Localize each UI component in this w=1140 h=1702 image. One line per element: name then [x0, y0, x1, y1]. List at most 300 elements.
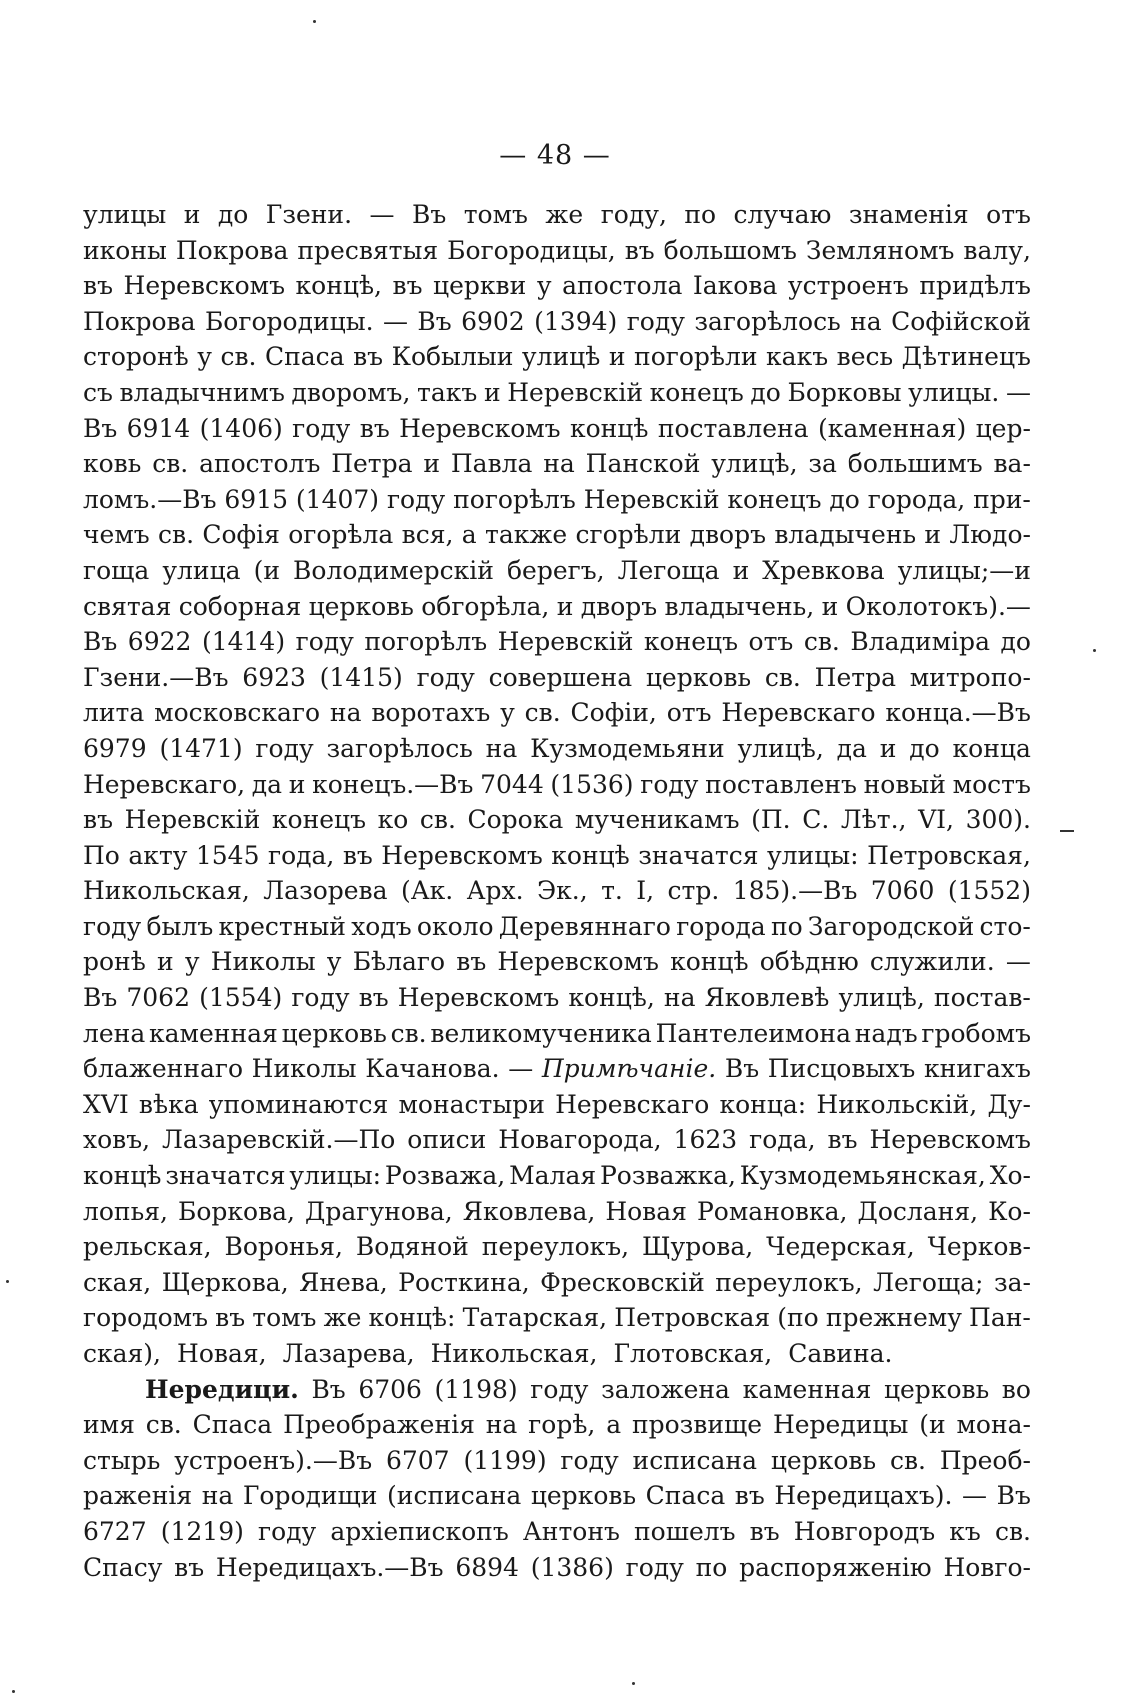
- word: —: [508, 1054, 534, 1084]
- text-line: [83, 446, 1031, 482]
- text-line: [83, 268, 1031, 304]
- word: да: [836, 733, 867, 763]
- text-line: [83, 1443, 1031, 1479]
- word: соборная: [178, 591, 302, 621]
- word: Розважка,: [599, 1161, 736, 1191]
- word: 1545: [195, 840, 260, 870]
- word: Нередицы: [772, 1410, 909, 1440]
- word: поставленъ: [705, 769, 857, 799]
- word: Въ: [83, 983, 118, 1013]
- word: (1471): [159, 733, 243, 763]
- word: во: [1001, 1374, 1031, 1404]
- word: заложена: [601, 1374, 730, 1404]
- word: воротахъ: [371, 698, 491, 728]
- word: и: [608, 342, 626, 372]
- word: св.: [220, 342, 257, 372]
- word: Загородской: [807, 911, 975, 941]
- word: Романовка,: [696, 1196, 848, 1226]
- word: святая: [83, 591, 172, 621]
- word: церковь: [645, 662, 752, 692]
- word: конецъ: [649, 377, 744, 407]
- word: (1199): [463, 1445, 547, 1475]
- word: Въ: [724, 1054, 760, 1084]
- section-heading: Нередици.: [145, 1374, 299, 1404]
- word: ко: [377, 805, 409, 835]
- word: конца.—Въ: [885, 698, 1031, 728]
- text-line: [83, 304, 1031, 340]
- word: Хо-: [989, 1161, 1031, 1191]
- word: церковь: [308, 591, 414, 621]
- word: сторонѣ: [83, 342, 189, 372]
- word: (П.: [751, 805, 791, 835]
- word: конца: [952, 733, 1031, 763]
- word: Ду-: [987, 1089, 1031, 1119]
- word: великомученика: [430, 1018, 652, 1048]
- text-line: [83, 589, 1031, 625]
- word: раженія: [83, 1481, 193, 1511]
- text-line: [83, 1300, 1031, 1336]
- word: сгорѣли: [575, 520, 682, 550]
- word: улицѣ,: [737, 733, 824, 763]
- word: устроенъ: [787, 271, 909, 301]
- word: Неревскаго: [555, 1089, 710, 1119]
- text-line: [83, 1158, 1031, 1194]
- word: 6707: [385, 1445, 450, 1475]
- word: Володимерскій: [293, 555, 494, 585]
- word: улица: [162, 555, 241, 585]
- word: (1219): [160, 1516, 244, 1546]
- word: поставлена: [657, 413, 809, 443]
- word: пошелъ: [634, 1516, 736, 1546]
- word: блаженнаго: [83, 1054, 244, 1084]
- word: мученикамъ: [574, 805, 740, 835]
- word: и: [924, 520, 942, 550]
- text-line: [83, 1087, 1031, 1123]
- word: придѣлъ: [919, 271, 1031, 301]
- text-line: [83, 802, 1031, 838]
- word: и: [423, 449, 441, 479]
- word: погорѣлъ: [453, 484, 576, 514]
- word: 6979: [83, 733, 147, 763]
- word: въ: [358, 983, 389, 1013]
- word: и: [183, 200, 201, 229]
- word: также: [484, 520, 568, 550]
- word: гробомъ: [921, 1018, 1031, 1048]
- word: (1406): [199, 413, 283, 443]
- word: по: [695, 1552, 728, 1582]
- word: По: [83, 840, 120, 870]
- word: переулокъ,: [715, 1267, 863, 1297]
- word: ронѣ: [83, 947, 146, 977]
- word: у: [536, 271, 552, 301]
- text-line: [83, 695, 1031, 731]
- text-line: [83, 482, 1031, 518]
- word: до: [909, 733, 940, 763]
- word: служили.: [869, 947, 995, 977]
- word: Легоща: [617, 555, 720, 585]
- word: до: [750, 377, 781, 407]
- word: I,: [636, 876, 655, 906]
- word: томъ: [463, 200, 528, 229]
- word: Покрова: [175, 235, 289, 265]
- word: въ: [392, 271, 423, 301]
- word: св.: [803, 627, 840, 657]
- word: Неревскій: [583, 484, 720, 514]
- word: концѣ:: [368, 1303, 456, 1333]
- word: церковь: [281, 1018, 387, 1048]
- word: церковь: [883, 1374, 990, 1404]
- word: св.: [390, 1018, 427, 1048]
- word: погорѣлъ: [364, 627, 488, 657]
- word: Нередицахъ).: [774, 1481, 953, 1511]
- word: ская),: [83, 1339, 162, 1368]
- word: Околотокъ).—: [845, 591, 1031, 621]
- word: году: [257, 1516, 317, 1546]
- word: весь: [836, 342, 894, 372]
- word: конца:: [719, 1089, 807, 1119]
- word: Неревскомъ: [497, 947, 659, 977]
- word: Неревскомъ: [123, 271, 286, 301]
- word: церковь: [530, 1481, 637, 1511]
- word: Въ: [83, 627, 118, 657]
- word: улицѣ,: [838, 983, 925, 1013]
- word: 6902: [461, 306, 525, 336]
- word: —: [962, 1481, 988, 1511]
- word: С.: [802, 805, 830, 835]
- word: какъ: [766, 342, 829, 372]
- word: Лѣт.,: [840, 805, 907, 835]
- word: Никольская,: [83, 876, 250, 906]
- word: улицы.: [908, 377, 1000, 407]
- word: дворомъ,: [291, 377, 411, 407]
- word: крестный: [218, 911, 346, 941]
- word: и: [288, 769, 306, 799]
- scan-speck: [6, 1280, 9, 1283]
- word: Спаса: [264, 342, 345, 372]
- text-line: [83, 1016, 1031, 1052]
- word: Петра: [331, 449, 413, 479]
- word: лита: [83, 698, 145, 728]
- page-number: — 48 —: [499, 140, 611, 171]
- word: около: [416, 911, 494, 941]
- word: до: [829, 484, 860, 514]
- word: Преоб-: [939, 1445, 1031, 1475]
- word: ковь: [83, 449, 142, 479]
- word: (и: [253, 555, 280, 585]
- word: году: [386, 484, 446, 514]
- word: загорѣлось: [694, 306, 841, 336]
- word: Владиміра: [850, 627, 990, 657]
- word: книгахъ: [923, 1054, 1031, 1084]
- word: въ: [215, 1303, 246, 1333]
- word: Спаса: [192, 1410, 273, 1440]
- word: Софія: [202, 520, 280, 550]
- text-line: [83, 411, 1031, 447]
- word: валу,: [963, 235, 1031, 265]
- word: владычень: [774, 520, 917, 550]
- word: Новгородъ: [793, 1516, 936, 1546]
- word: устроенъ).—Въ: [174, 1445, 373, 1475]
- word: ховъ,: [83, 1125, 151, 1155]
- word: по: [770, 911, 803, 941]
- word: году: [640, 769, 699, 799]
- word: лена: [83, 1018, 146, 1048]
- word: 6727: [83, 1516, 147, 1546]
- word: въ: [83, 805, 113, 835]
- word: (1415): [319, 662, 403, 692]
- word: въ: [342, 840, 373, 870]
- word: былъ: [146, 911, 214, 941]
- word: стырь: [83, 1445, 161, 1475]
- word: Деревяннаго: [498, 911, 671, 941]
- word: Яковлевѣ: [704, 983, 830, 1013]
- word: 300).: [965, 805, 1031, 835]
- main-paragraph: [83, 197, 1031, 1372]
- word: цер-: [975, 413, 1031, 443]
- word: прозвище: [631, 1410, 763, 1440]
- text-line: [83, 1122, 1031, 1158]
- word: —: [1005, 947, 1031, 977]
- word: году: [295, 627, 354, 657]
- word: по: [684, 200, 717, 229]
- word: св.: [889, 1445, 926, 1475]
- word: на: [485, 733, 518, 763]
- word: Спаса: [645, 1481, 726, 1511]
- word: Борковы: [787, 377, 902, 407]
- word: Хревкова: [762, 555, 885, 585]
- word: и: [556, 591, 574, 621]
- word: Неревскомъ: [399, 413, 561, 443]
- word: пресвятыя: [297, 235, 439, 265]
- word: года,: [267, 840, 335, 870]
- text-line: [83, 767, 1031, 803]
- word: Петровская: [614, 1303, 771, 1333]
- scan-speck: [632, 1682, 635, 1685]
- word: Легоща;: [873, 1267, 984, 1297]
- word: св.: [764, 662, 801, 692]
- neredicy-paragraph: [83, 1372, 1031, 1586]
- word: т.: [601, 876, 623, 906]
- word: Софіи,: [570, 698, 657, 728]
- word: Неревскомъ: [397, 983, 560, 1013]
- word: совершена: [488, 662, 633, 692]
- word: описи: [407, 1125, 487, 1155]
- word: улицѣ,: [711, 449, 798, 479]
- word: города,: [867, 484, 966, 514]
- word: Примѣчаніе.: [541, 1054, 717, 1084]
- word: св.: [152, 449, 189, 479]
- word: лопья,: [83, 1196, 168, 1226]
- word: Дѣтинецъ: [901, 342, 1031, 372]
- word: Неревскомъ: [381, 840, 543, 870]
- word: Чедерская,: [766, 1232, 915, 1262]
- word: 7062: [126, 983, 190, 1013]
- word: обѣдню: [759, 947, 859, 977]
- word: 1623: [673, 1125, 738, 1155]
- word: 6894: [455, 1552, 519, 1582]
- word: отъ: [666, 698, 712, 728]
- word: Эк.,: [537, 876, 588, 906]
- word: улицы:: [766, 840, 859, 870]
- word: на: [329, 698, 362, 728]
- word: и: [483, 377, 501, 407]
- section-first-line: [83, 1372, 1031, 1408]
- word: въ: [624, 235, 655, 265]
- word: (1394): [534, 306, 618, 336]
- word: чемъ: [83, 520, 150, 550]
- word: Лазаревскій.—По: [162, 1125, 396, 1155]
- word: архіепископъ: [330, 1516, 509, 1546]
- word: концѣ,: [295, 271, 382, 301]
- word: и: [879, 733, 897, 763]
- word: Софійской: [891, 306, 1031, 336]
- text-line: [83, 517, 1031, 553]
- word: Драгунова,: [305, 1196, 453, 1226]
- word: Никольскій,: [816, 1089, 978, 1119]
- word: мона-: [956, 1410, 1031, 1440]
- word: Спасу: [83, 1552, 163, 1582]
- word: Петровская,: [867, 840, 1031, 870]
- word: знаменія: [848, 200, 969, 229]
- word: Бѣлаго: [352, 947, 446, 977]
- word: горѣ,: [528, 1410, 596, 1440]
- word: Николы: [210, 947, 316, 977]
- word: ва-: [993, 449, 1031, 479]
- text-line: [83, 553, 1031, 589]
- word: берегъ,: [506, 555, 605, 585]
- word: Черков-: [927, 1232, 1031, 1262]
- word: на: [485, 1410, 518, 1440]
- word: владычень,: [664, 591, 815, 621]
- word: до: [1000, 627, 1031, 657]
- word: постав-: [933, 983, 1031, 1013]
- word: въ: [749, 1516, 780, 1546]
- text-line: [83, 339, 1031, 375]
- word: за: [808, 449, 837, 479]
- body-text: [83, 197, 1031, 1585]
- text-line: [83, 233, 1031, 269]
- word: XVI: [83, 1089, 129, 1119]
- word: —: [382, 306, 408, 336]
- word: году: [291, 983, 350, 1013]
- word: св.: [419, 805, 456, 835]
- word: года,: [749, 1125, 816, 1155]
- word: въ: [827, 1125, 858, 1155]
- word: исписана: [632, 1445, 757, 1475]
- word: году: [560, 1445, 619, 1475]
- word: (1407): [295, 484, 380, 514]
- word: Гзени.—Въ: [83, 662, 229, 692]
- word: у: [500, 698, 515, 728]
- word: Неревскій: [507, 377, 643, 407]
- word: концѣ,: [568, 983, 655, 1013]
- word: митропо-: [909, 662, 1031, 692]
- word: городомъ: [83, 1303, 208, 1333]
- word: (1552): [947, 876, 1031, 906]
- word: —: [1005, 377, 1031, 407]
- word: (Ак.: [400, 876, 454, 906]
- word: при-: [973, 484, 1031, 514]
- word: Ко-: [988, 1196, 1031, 1226]
- word: Кузмодемьянская,: [739, 1161, 986, 1191]
- text-line: [83, 838, 1031, 874]
- word: Неревскій: [124, 805, 261, 835]
- word: году: [255, 733, 314, 763]
- word: у: [326, 947, 342, 977]
- word: 6915: [224, 484, 289, 514]
- word: къ: [949, 1516, 981, 1546]
- word: Кобылыи: [391, 342, 514, 372]
- word: въ: [174, 1552, 205, 1582]
- word: московскаго: [154, 698, 321, 728]
- word: Качанова.: [365, 1054, 500, 1084]
- scan-speck: [1060, 830, 1074, 832]
- word: да: [251, 769, 283, 799]
- word: Богородицы.: [204, 306, 374, 336]
- word: обгорѣла,: [421, 591, 550, 621]
- word: загорѣлось: [326, 733, 473, 763]
- word: Щеркова,: [161, 1267, 289, 1297]
- word: каменная: [149, 1018, 278, 1048]
- scan-speck: [12, 1690, 15, 1693]
- word: (1386): [530, 1552, 614, 1582]
- word: имя: [83, 1410, 135, 1440]
- word: (1414): [201, 627, 286, 657]
- word: —: [369, 200, 395, 229]
- word: Новагорода,: [498, 1125, 662, 1155]
- text-line: [83, 1194, 1031, 1230]
- word: Фресковскій: [540, 1267, 705, 1297]
- word: церковь: [770, 1445, 877, 1475]
- word: Водяной: [355, 1232, 469, 1262]
- word: 7060: [870, 876, 935, 906]
- word: Богородицы,: [447, 235, 616, 265]
- word: св.: [994, 1516, 1031, 1546]
- word: Глотовская,: [613, 1339, 773, 1368]
- word: Лазорева: [263, 876, 388, 906]
- word: Гзени.: [265, 200, 353, 229]
- scan-speck: [1093, 649, 1096, 652]
- word: на: [663, 983, 696, 1013]
- word: (1198): [434, 1374, 518, 1404]
- word: св.: [524, 698, 561, 728]
- word: Пантелеимона: [655, 1018, 851, 1048]
- word: 6923: [242, 662, 306, 692]
- word: ходъ: [351, 911, 412, 941]
- word: конецъ: [727, 484, 822, 514]
- word: распоряженію: [739, 1552, 932, 1582]
- word: году,: [600, 200, 667, 229]
- word: у: [197, 342, 212, 372]
- text-line: [83, 1336, 1031, 1372]
- word: на: [201, 1481, 234, 1511]
- word: улицѣ: [521, 342, 601, 372]
- text-line: [83, 1407, 1031, 1443]
- text-line: [83, 197, 1031, 233]
- word: и: [156, 947, 174, 977]
- word: конецъ: [643, 627, 739, 657]
- word: вся,: [401, 520, 454, 550]
- word: города: [676, 911, 766, 941]
- word: улицы: [83, 200, 167, 229]
- word: гоща: [83, 555, 150, 585]
- word: Антонъ: [522, 1516, 620, 1546]
- word: Въ: [417, 306, 452, 336]
- word: ская,: [83, 1267, 152, 1297]
- word: же: [323, 1303, 362, 1333]
- word: значатся: [638, 840, 759, 870]
- word: и: [821, 591, 839, 621]
